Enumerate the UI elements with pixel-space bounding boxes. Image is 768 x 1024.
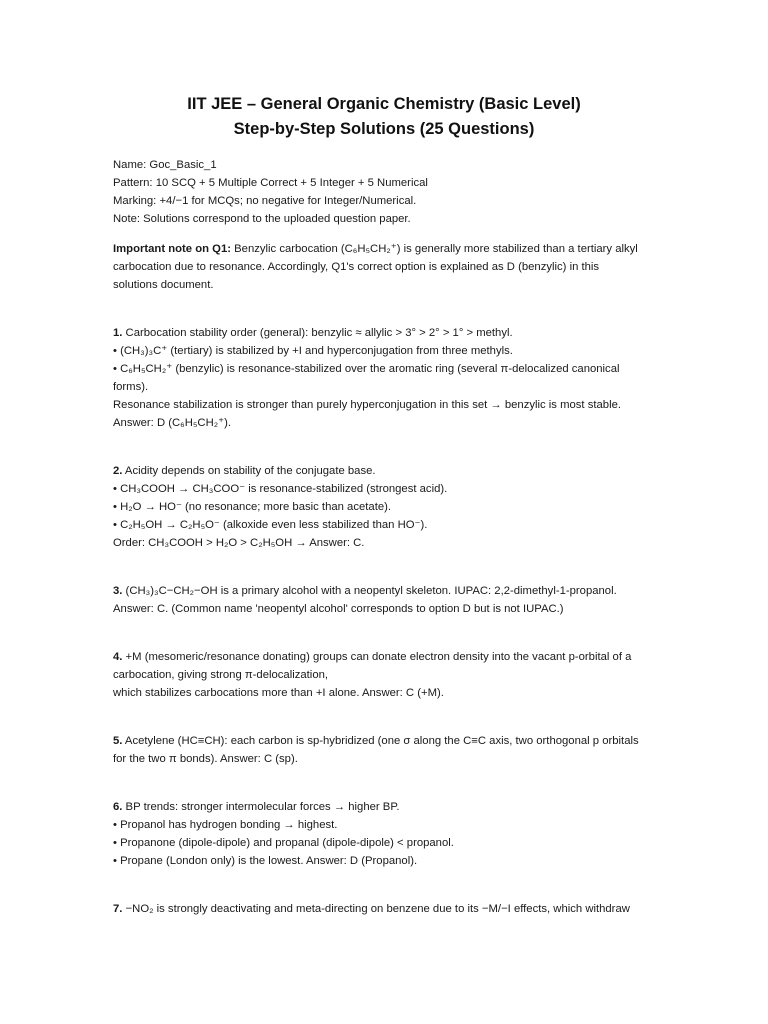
solution-1 xyxy=(113,324,653,432)
solution-line xyxy=(113,798,653,816)
solution-answer: Order: CH₃COOH > H₂O > C₂H₅OH → Answer: C. xyxy=(113,537,365,549)
solution-6 xyxy=(113,798,653,870)
document-title xyxy=(0,92,768,142)
solution-line: forms). xyxy=(113,381,149,393)
question-number: 1. xyxy=(113,327,123,339)
document-body xyxy=(113,156,653,948)
solution-line: • Propanol has hydrogen bonding → highest. xyxy=(113,819,338,831)
solution-text: −NO₂ is strongly deactivating and meta-directing on benzene due to its −M/−I effects, which withdraw xyxy=(122,903,630,915)
question-number: 5. xyxy=(113,735,123,747)
solution-line: carbocation, giving strong π-delocalization, xyxy=(113,669,329,681)
solution-4 xyxy=(113,648,653,702)
solution-line xyxy=(113,324,653,342)
solution-text: BP trends: stronger intermolecular forces → higher BP. xyxy=(122,801,400,813)
solution-3 xyxy=(113,582,653,618)
solution-text: +M (mesomeric/resonance donating) groups can donate electron density into the vacant p-orbital of a xyxy=(122,651,632,663)
solution-answer: which stabilizes carbocations more than +I alone. Answer: C (+M). xyxy=(113,687,444,699)
question-number: 3. xyxy=(113,585,123,597)
solution-line: • C₂H₅OH → C₂H₅O⁻ (alkoxide even less stabilized than HO⁻). xyxy=(113,519,428,531)
solution-answer: • Propane (London only) is the lowest. Answer: D (Propanol). xyxy=(113,855,418,867)
solution-text: Acetylene (HC≡CH): each carbon is sp-hybridized (one σ along the C≡C axis, two orthogonal p orbitals xyxy=(122,735,639,747)
important-note-line-2: carbocation due to resonance. Accordingly, Q1's correct option is explained as D (benzylic) in this xyxy=(113,261,600,273)
solution-text: Acidity depends on stability of the conjugate base. xyxy=(122,465,376,477)
question-number: 6. xyxy=(113,801,123,813)
solution-answer: for the two π bonds). Answer: C (sp). xyxy=(113,753,298,765)
meta-pattern: Pattern: 10 SCQ + 5 Multiple Correct + 5 Integer + 5 Numerical xyxy=(113,177,428,189)
question-number: 7. xyxy=(113,903,123,915)
solution-line xyxy=(113,648,653,666)
solution-text: (CH₃)₃C−CH₂−OH is a primary alcohol with a neopentyl skeleton. IUPAC: 2,2-dimethyl-1-propanol. xyxy=(122,585,617,597)
solution-line xyxy=(113,732,653,750)
solution-line: • Propanone (dipole-dipole) and propanal (dipole-dipole) < propanol. xyxy=(113,837,454,849)
title-line-1: IIT JEE – General Organic Chemistry (Basic Level) xyxy=(187,95,581,113)
important-note-line-1 xyxy=(113,240,653,258)
solution-line: Resonance stabilization is stronger than purely hyperconjugation in this set → benzylic is most stable. xyxy=(113,399,621,411)
solution-line xyxy=(113,462,653,480)
solution-line: • C₆H₅CH₂⁺ (benzylic) is resonance-stabilized over the aromatic ring (several π-delocalized canonical xyxy=(113,363,620,375)
meta-note: Note: Solutions correspond to the uploaded question paper. xyxy=(113,213,411,225)
meta-marking: Marking: +4/−1 for MCQs; no negative for Integer/Numerical. xyxy=(113,195,417,207)
question-number: 4. xyxy=(113,651,123,663)
solution-answer: Answer: D (C₆H₅CH₂⁺). xyxy=(113,417,231,429)
question-number: 2. xyxy=(113,465,123,477)
important-note-line-3: solutions document. xyxy=(113,279,214,291)
important-note-heading: Important note on Q1: xyxy=(113,243,231,255)
title-line-2: Step-by-Step Solutions (25 Questions) xyxy=(233,120,535,138)
solution-7 xyxy=(113,900,653,918)
solution-text: Carbocation stability order (general): benzylic ≈ allylic > 3° > 2° > 1° > methyl. xyxy=(122,327,513,339)
solution-line: • CH₃COOH → CH₃COO⁻ is resonance-stabilized (strongest acid). xyxy=(113,483,448,495)
solution-line: • H₂O → HO⁻ (no resonance; more basic than acetate). xyxy=(113,501,392,513)
meta-name: Name: Goc_Basic_1 xyxy=(113,159,217,171)
important-note-text-1: Benzylic carbocation (C₆H₅CH₂⁺) is generally more stabilized than a tertiary alkyl xyxy=(230,243,638,255)
solution-line xyxy=(113,900,653,918)
solution-line: • (CH₃)₃C⁺ (tertiary) is stabilized by +I and hyperconjugation from three methyls. xyxy=(113,345,513,357)
important-note xyxy=(113,240,653,294)
solution-line xyxy=(113,582,653,600)
solution-2 xyxy=(113,462,653,552)
meta-block xyxy=(113,156,653,228)
solution-5 xyxy=(113,732,653,768)
solution-answer: Answer: C. (Common name 'neopentyl alcohol' corresponds to option D but is not IUPAC.) xyxy=(113,603,564,615)
